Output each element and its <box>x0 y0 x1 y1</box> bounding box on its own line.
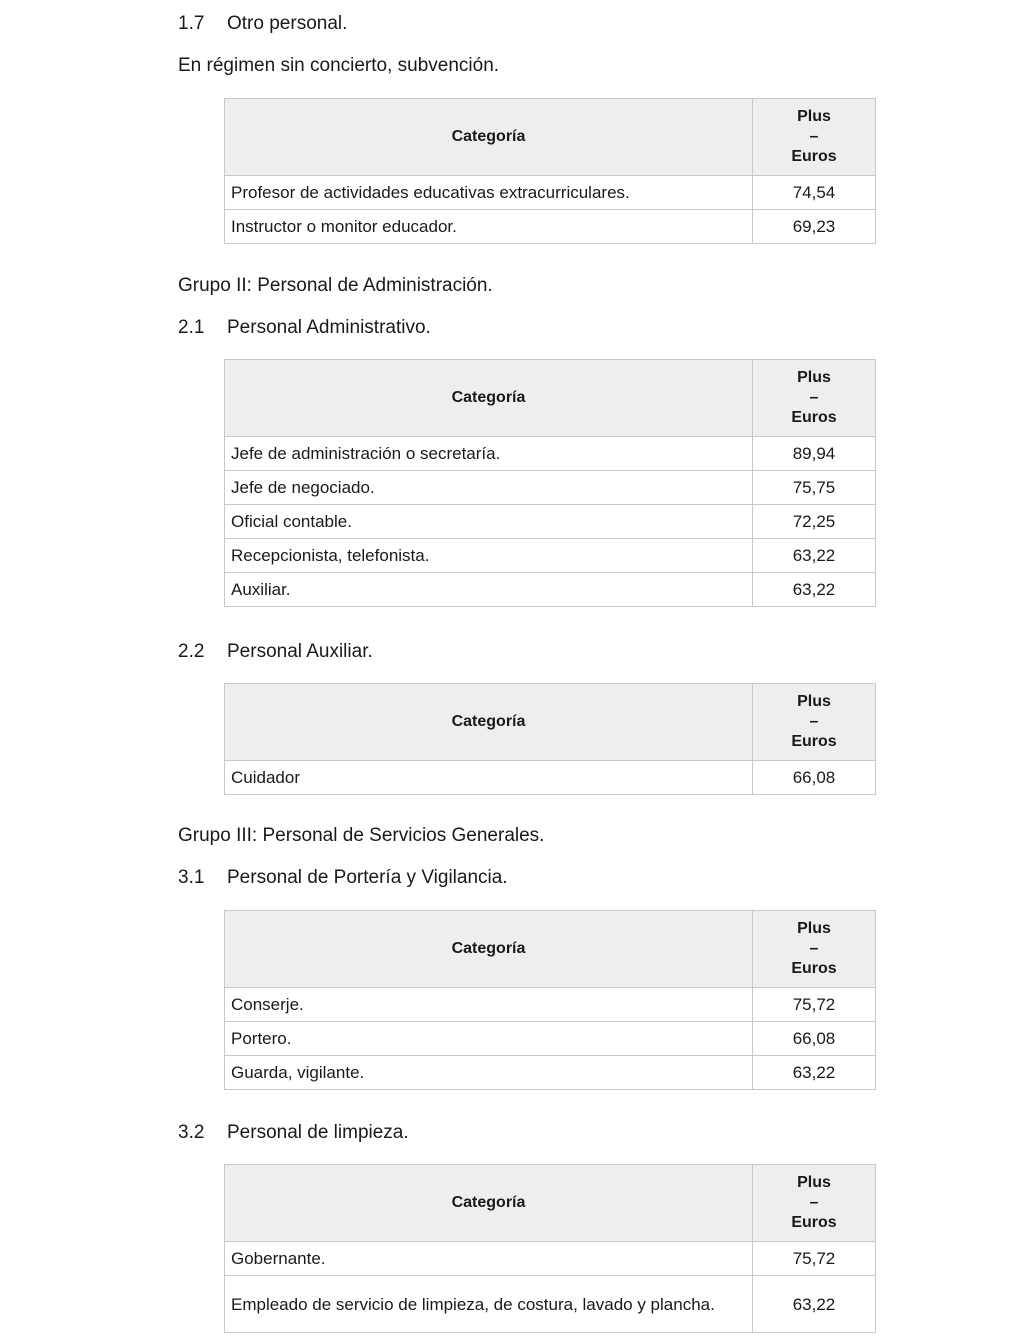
table-otro-personal <box>224 98 876 244</box>
table-row <box>225 1022 876 1056</box>
table-row <box>225 573 876 607</box>
table-row <box>225 210 876 244</box>
cell-categoria: Profesor de actividades educativas extracurriculares. <box>225 176 753 210</box>
header-plus: Plus <box>797 693 831 710</box>
cell-categoria: Auxiliar. <box>225 573 753 607</box>
table-row <box>225 539 876 573</box>
header-dash: – <box>809 128 819 145</box>
table-row <box>225 176 876 210</box>
header-plus: Plus <box>797 1174 831 1191</box>
section-heading-2-2 <box>178 640 373 664</box>
section-heading-3-1 <box>178 866 508 890</box>
cell-plus: 74,54 <box>753 176 876 210</box>
header-euros: Euros <box>791 409 837 426</box>
table-row <box>225 471 876 505</box>
table-row <box>225 988 876 1022</box>
section-title: Personal Administrativo. <box>227 317 431 338</box>
header-euros: Euros <box>791 1214 837 1231</box>
cell-categoria: Jefe de negociado. <box>225 471 753 505</box>
header-plus-euros <box>753 360 876 437</box>
header-plus: Plus <box>797 920 831 937</box>
header-categoria: Categoría <box>225 360 753 437</box>
table-row <box>225 761 876 795</box>
cell-plus: 63,22 <box>753 1276 876 1333</box>
header-categoria: Categoría <box>225 911 753 988</box>
table-header-row <box>225 911 876 988</box>
header-euros: Euros <box>791 960 837 977</box>
cell-categoria: Instructor o monitor educador. <box>225 210 753 244</box>
section-number: 1.7 <box>178 13 205 34</box>
section-title: Otro personal. <box>227 13 348 34</box>
table-row <box>225 1056 876 1090</box>
section-title: Personal Auxiliar. <box>227 641 373 662</box>
cell-categoria: Oficial contable. <box>225 505 753 539</box>
cell-plus: 75,72 <box>753 1242 876 1276</box>
cell-plus: 72,25 <box>753 505 876 539</box>
cell-plus: 63,22 <box>753 573 876 607</box>
section-number: 3.2 <box>178 1122 205 1143</box>
table-porteria-vigilancia <box>224 910 876 1090</box>
header-dash: – <box>809 713 819 730</box>
table-row <box>225 1242 876 1276</box>
section-number: 2.2 <box>178 641 205 662</box>
cell-categoria: Cuidador <box>225 761 753 795</box>
header-dash: – <box>809 389 819 406</box>
group-heading-3: Grupo III: Personal de Servicios Generales. <box>178 825 545 846</box>
section-heading-1-7 <box>178 12 347 36</box>
table-header-row <box>225 99 876 176</box>
cell-plus: 66,08 <box>753 761 876 795</box>
section-number: 2.1 <box>178 317 205 338</box>
section-title: Personal de limpieza. <box>227 1122 409 1143</box>
cell-categoria: Recepcionista, telefonista. <box>225 539 753 573</box>
group-heading-2: Grupo II: Personal de Administración. <box>178 275 493 296</box>
table-row <box>225 505 876 539</box>
header-dash: – <box>809 1194 819 1211</box>
cell-categoria: Empleado de servicio de limpieza, de costura, lavado y plancha. <box>225 1276 753 1333</box>
header-plus: Plus <box>797 369 831 386</box>
cell-plus: 63,22 <box>753 539 876 573</box>
table-row <box>225 437 876 471</box>
header-dash: – <box>809 940 819 957</box>
table-personal-auxiliar <box>224 683 876 795</box>
section-number: 3.1 <box>178 867 205 888</box>
section-title: Personal de Portería y Vigilancia. <box>227 867 508 888</box>
table-personal-administrativo <box>224 359 876 607</box>
cell-categoria: Guarda, vigilante. <box>225 1056 753 1090</box>
table-header-row <box>225 684 876 761</box>
section-heading-2-1 <box>178 316 431 340</box>
table-row <box>225 1276 876 1333</box>
table-personal-limpieza <box>224 1164 876 1333</box>
cell-categoria: Portero. <box>225 1022 753 1056</box>
table-header-row <box>225 1165 876 1242</box>
cell-plus: 66,08 <box>753 1022 876 1056</box>
cell-plus: 89,94 <box>753 437 876 471</box>
header-plus-euros <box>753 684 876 761</box>
section-heading-3-2 <box>178 1121 409 1145</box>
header-euros: Euros <box>791 733 837 750</box>
header-plus: Plus <box>797 108 831 125</box>
header-euros: Euros <box>791 148 837 165</box>
cell-plus: 63,22 <box>753 1056 876 1090</box>
cell-plus: 75,72 <box>753 988 876 1022</box>
header-categoria: Categoría <box>225 1165 753 1242</box>
header-categoria: Categoría <box>225 684 753 761</box>
table-header-row <box>225 360 876 437</box>
cell-categoria: Jefe de administración o secretaría. <box>225 437 753 471</box>
cell-categoria: Conserje. <box>225 988 753 1022</box>
header-categoria: Categoría <box>225 99 753 176</box>
header-plus-euros <box>753 1165 876 1242</box>
cell-plus: 69,23 <box>753 210 876 244</box>
regimen-paragraph: En régimen sin concierto, subvención. <box>178 55 500 76</box>
header-plus-euros <box>753 99 876 176</box>
cell-categoria: Gobernante. <box>225 1242 753 1276</box>
cell-plus: 75,75 <box>753 471 876 505</box>
header-plus-euros <box>753 911 876 988</box>
